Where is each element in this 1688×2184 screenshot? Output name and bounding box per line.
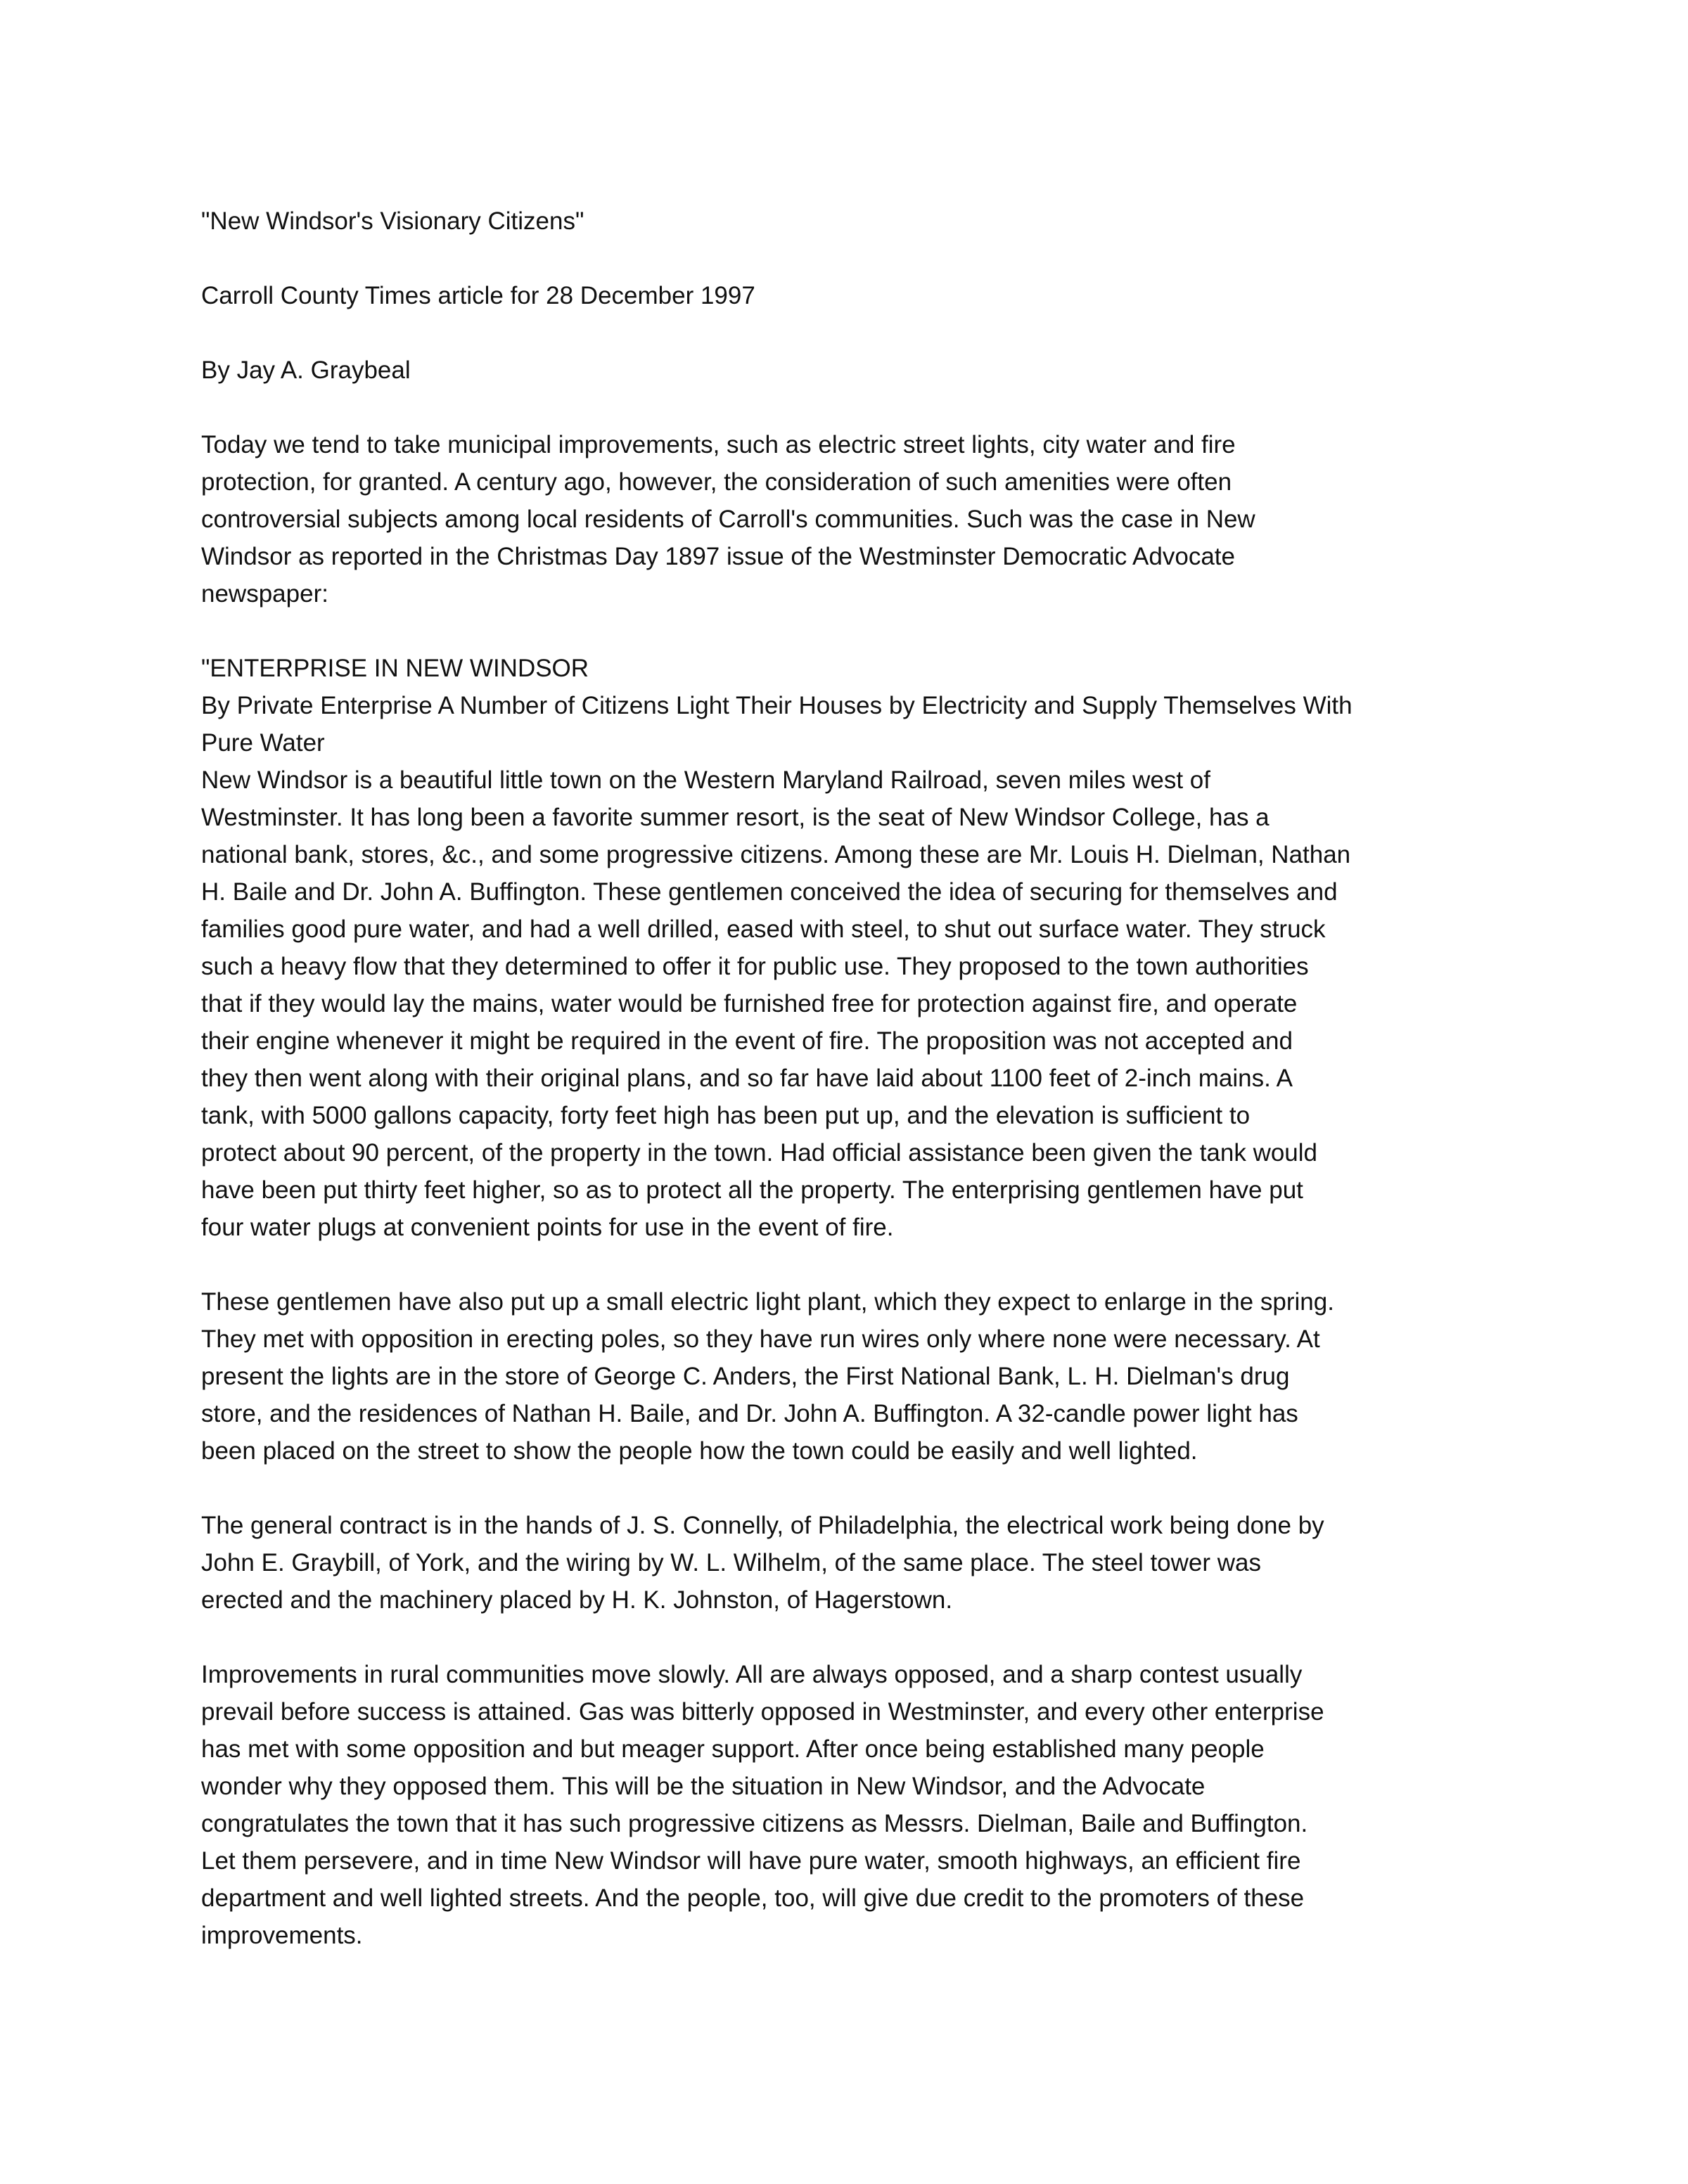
text-line: such a heavy flow that they determined to offer it for public use. They proposed to the town authorities: [201, 953, 1309, 980]
text-line: improvements.: [201, 1922, 363, 1949]
text-line: congratulates the town that it has such progressive citizens as Messrs. Dielman, Baile and Buffington.: [201, 1810, 1308, 1837]
byline: [201, 352, 1523, 389]
article-title: [201, 203, 1523, 240]
text-line: present the lights are in the store of George C. Anders, the First National Bank, L. H. Dielman's drug: [201, 1363, 1290, 1390]
text-line: Carroll County Times article for 28 December 1997: [201, 282, 755, 309]
intro-paragraph: [201, 426, 1523, 612]
text-line: Pure Water: [201, 729, 325, 757]
text-line: Windsor as reported in the Christmas Day 1897 issue of the Westminster Democratic Advocate: [201, 543, 1235, 570]
text-line: national bank, stores, &c., and some progressive citizens. Among these are Mr. Louis H. Dielman, Nathan: [201, 841, 1351, 868]
text-line: department and well lighted streets. And the people, too, will give due credit to the promoters of these: [201, 1884, 1305, 1912]
text-line: John E. Graybill, of York, and the wiring by W. L. Wilhelm, of the same place. The steel tower was: [201, 1549, 1261, 1576]
text-line: families good pure water, and had a well drilled, eased with steel, to shut out surface water. They struck: [201, 916, 1326, 943]
text-line: four water plugs at convenient points for use in the event of fire.: [201, 1214, 894, 1241]
text-line: tank, with 5000 gallons capacity, forty feet high has been put up, and the elevation is sufficient to: [201, 1102, 1251, 1129]
text-line: have been put thirty feet higher, so as to protect all the property. The enterprising gentlemen have put: [201, 1176, 1303, 1204]
text-line: "ENTERPRISE IN NEW WINDSOR: [201, 655, 589, 682]
text-line: their engine whenever it might be required in the event of fire. The proposition was not accepted and: [201, 1027, 1293, 1055]
text-line: prevail before success is attained. Gas was bitterly opposed in Westminster, and every other enterprise: [201, 1698, 1324, 1726]
text-line: The general contract is in the hands of J. S. Connelly, of Philadelphia, the electrical work being done by: [201, 1512, 1324, 1539]
paragraph-improvements: [201, 1656, 1523, 1954]
text-line: store, and the residences of Nathan H. Baile, and Dr. John A. Buffington. A 32-candle power light has: [201, 1400, 1298, 1427]
text-line: protect about 90 percent, of the property in the town. Had official assistance been given the tank would: [201, 1139, 1318, 1167]
text-line: They met with opposition in erecting poles, so they have run wires only where none were necessary. At: [201, 1325, 1320, 1353]
paragraph-contract: [201, 1507, 1523, 1619]
text-line: By Private Enterprise A Number of Citizens Light Their Houses by Electricity and Supply Themselves With: [201, 692, 1353, 719]
paragraph-electric-light: [201, 1283, 1523, 1470]
publication-line: [201, 277, 1523, 314]
text-line: has met with some opposition and but meager support. After once being established many people: [201, 1735, 1265, 1763]
text-line: they then went along with their original plans, and so far have laid about 1100 feet of 2-inch mains. A: [201, 1065, 1293, 1092]
text-line: Improvements in rural communities move slowly. All are always opposed, and a sharp contest usually: [201, 1661, 1303, 1688]
text-line: erected and the machinery placed by H. K. Johnston, of Hagerstown.: [201, 1586, 953, 1614]
text-line: protection, for granted. A century ago, however, the consideration of such amenities were often: [201, 468, 1232, 496]
text-line: New Windsor is a beautiful little town on the Western Maryland Railroad, seven miles west of: [201, 766, 1210, 794]
document-body: [201, 203, 1523, 1991]
text-line: that if they would lay the mains, water would be furnished free for protection against fire, and operate: [201, 990, 1298, 1017]
text-line: been placed on the street to show the people how the town could be easily and well lighted.: [201, 1437, 1198, 1465]
text-line: wonder why they opposed them. This will be the situation in New Windsor, and the Advocate: [201, 1773, 1206, 1800]
text-line: "New Windsor's Visionary Citizens": [201, 207, 584, 235]
text-line: H. Baile and Dr. John A. Buffington. These gentlemen conceived the idea of securing for themselves and: [201, 878, 1338, 906]
text-line: newspaper:: [201, 580, 328, 608]
text-line: These gentlemen have also put up a small electric light plant, which they expect to enlarge in the spring.: [201, 1288, 1334, 1316]
text-line: Today we tend to take municipal improvements, such as electric street lights, city water and fire: [201, 431, 1236, 458]
quoted-article: [201, 650, 1523, 1246]
text-line: Westminster. It has long been a favorite summer resort, is the seat of New Windsor College, has a: [201, 804, 1270, 831]
text-line: Let them persevere, and in time New Windsor will have pure water, smooth highways, an efficient fire: [201, 1847, 1301, 1875]
text-line: controversial subjects among local residents of Carroll's communities. Such was the case in New: [201, 506, 1255, 533]
text-line: By Jay A. Graybeal: [201, 356, 411, 384]
